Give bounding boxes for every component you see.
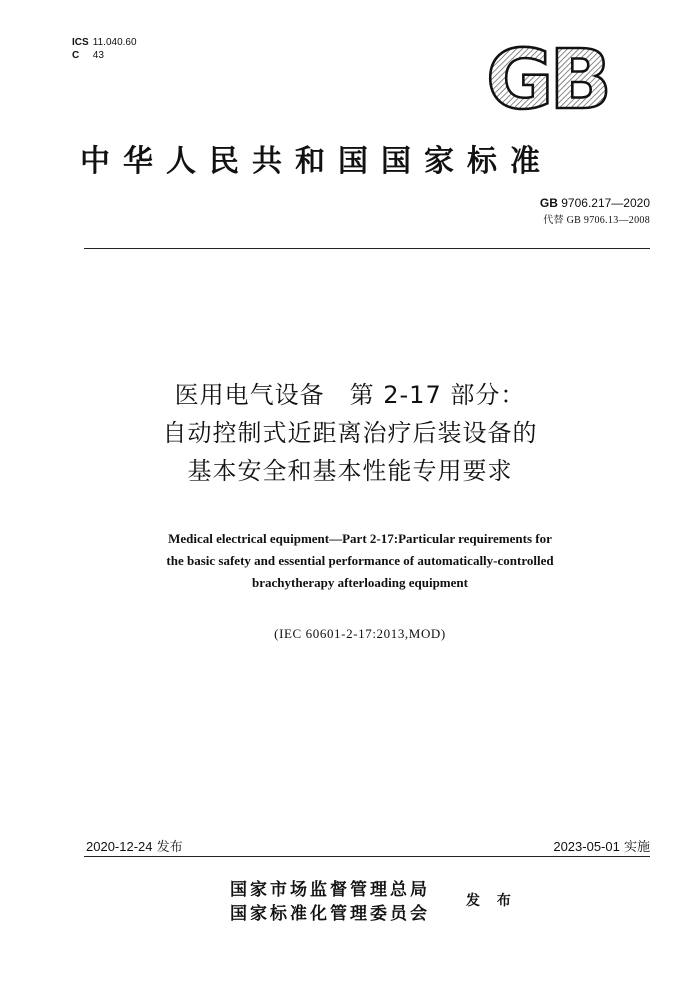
replaces-standard: 代替 GB 9706.13—2008 [543,215,650,226]
issue-word: 发布 [156,840,183,855]
ics-label: ICS [72,37,89,48]
ics-value: 11.040.60 [92,37,137,48]
standard-number: 9706.217—2020 [561,196,650,210]
issuing-authorities [230,878,430,926]
issue-date [86,836,183,855]
header-divider [84,248,650,249]
issuer-sac: 国家标准化管理委员会 [230,904,430,924]
ccs-code [72,49,137,62]
national-standard-heading: 中华人民共和国国家标准 [80,144,553,179]
classification-codes [72,36,137,62]
standard-number-block [540,196,650,226]
chinese-title-line-3: 基本安全和基本性能专用要求 [187,457,513,485]
gb-logo-text: GB [486,40,608,116]
implementation-date-value: 2023-05-01 [553,839,620,854]
chinese-title-line-1: 医用电气设备 第 2-17 部分： [174,381,526,409]
english-title-line-2: the basic safety and essential performance of automatically-controlled [166,553,554,568]
chinese-title-line-2: 自动控制式近距离治疗后装设备的 [162,419,538,447]
english-title-line-1: Medical electrical equipment—Part 2-17:Particular requirements for [168,531,552,546]
gb-logo [474,40,620,116]
publish-label: 发 布 [466,893,517,909]
ics-code [72,36,137,49]
footer-divider [84,856,650,857]
chinese-title [0,376,700,490]
english-title-line-3: brachytherapy afterloading equipment [252,575,468,590]
english-title [110,528,610,594]
standard-prefix: GB [539,196,558,210]
issuer-samr: 国家市场监督管理总局 [230,880,430,900]
ccs-label: C [72,50,80,61]
iec-reference: (IEC 60601-2-17:2013,MOD) [274,626,446,641]
ccs-value: 43 [92,50,104,61]
implementation-date [553,836,650,855]
issue-date-value: 2020-12-24 [86,839,153,854]
standard-code [540,196,650,210]
implementation-word: 实施 [623,840,650,855]
